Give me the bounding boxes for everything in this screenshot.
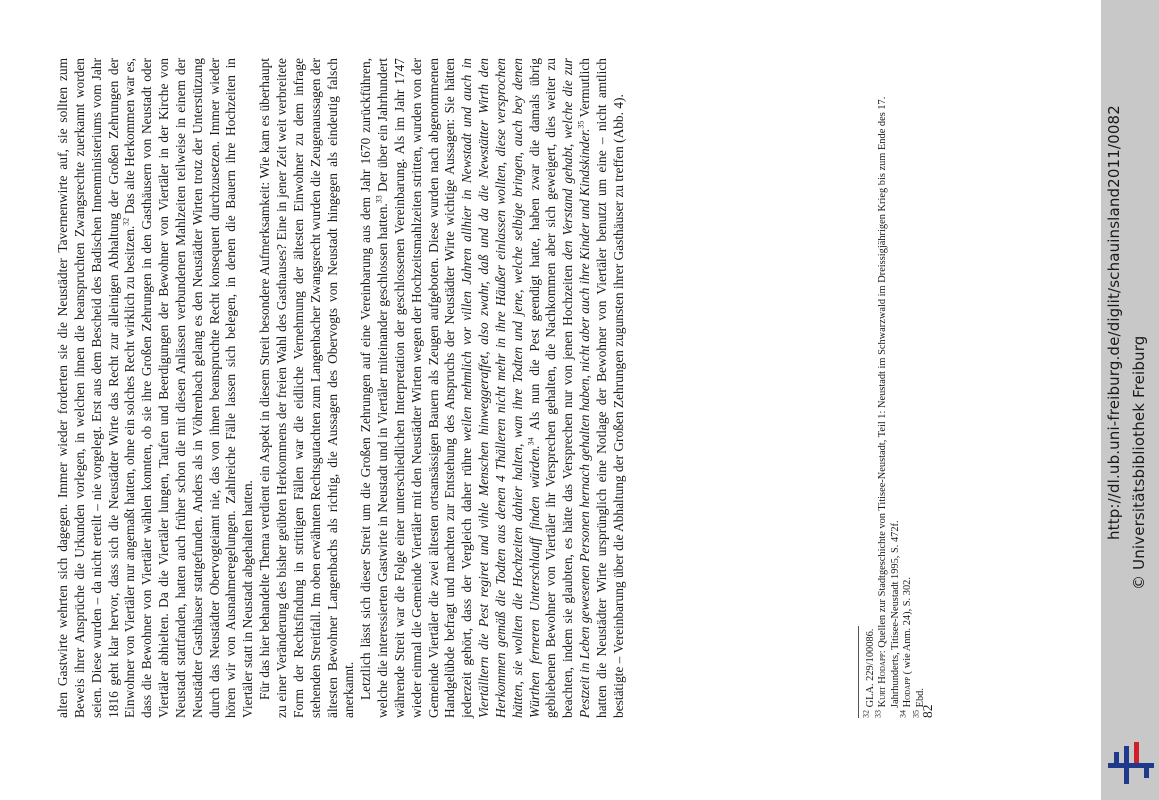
footnote <box>861 58 877 718</box>
footnote-number: 33 <box>873 710 883 718</box>
body-paragraph: Für das hier behandelte Thema verdient ein Aspekt in diesem Streit besondere Aufmerksamkeit: Wie kam es überhaupt zu einer Veränderung des bisher geübten Herkommens der freien Wahl des Gasthauses? Eine in jener Zeit weit verbreitete Form der Rechtsfindung in strittigen Fällen war die eidliche Vernehmung der ältesten Einwohner zu dem infrage stehenden Streitfall. Im oben erwähnten Rechtsgutachten zum Langenbacher Zwangsrecht wurden die Zeugenaussagen der ältesten Bewohner Langenbachs als richtig, die Aussagen des Obervogts von Neustadt hingegen als eindeutig falsch anerkannt. <box>257 58 357 718</box>
footnote-rule <box>858 626 859 718</box>
footnote <box>873 58 902 718</box>
body-paragraph: Letztlich lässt sich dieser Streit um die Großen Zehrungen auf eine Vereinbarung aus dem Jahr 1670 zurückführen, welche die interessierten Gastwirte in Neustadt und in Viertäler miteinander geschlossen hatten.$^{33}$ Der über ein Jahrhundert währende Streit war die Folge einer unterschiedlichen Interpretation der geschlossenen Vereinbarung. Als im Jahr 1747 wieder einmal die Gemeinde Viertäler mit den Neustädter Wirten wegen der Hochzeitsmahlzeiten stritten, wurden von der Gemeinde Viertäler die zwei ältesten ortsansässigen Bauern als Zeugen aufgeboten. Diese wurden nach abgenommenen Handgelübde befragt und machten zur Entstehung des Anspruchs der Neustädter Wirte wichtige Aussagen: Sie hätten jederzeit gehört, dass der Vergleich daher rühre weilen nehmlich vor villen Jahren allhier in Newstadt und auch in Viertälltern die Pest regiret und vihle Menschen hinweggeraffet, also zwahr, daß und da die Newstätter Wirth den Herkommen gemäß die Todten aus denen 4 Thälleren nicht mehr in ihre Häußer einlassen wollten, diese versprochen hätten, sie wollten die Hochzeiten dahier halten, wan ihre Todten und jene, welche selbige bringen, auch bey denen Würthen ferneren Unterschlauff finden würden.$^{34}$ Als nun die Pest geendigt hatte, haben zwar die damals übrig gebliebenen Bewohner von Viertäler ihr Versprechen gehalten, die Nachkommen aber sich geweigert, dies weiter zu beachten, indem sie glaubten, es hätte das Versprechen nur von jenen Hochzeiten den Verstand gehabt, welche die zur Pestzeit in Leben gewesenen Personen hernach gehalten haben, nicht aber auch ihre Kinder und Kindskinder.$^{35}$ Vermutlich hatten die Neustädter Wirte ursprünglich eine Notlage der Bewohner von Viertäler benutzt um eine – nicht amtlich bestätigte – Vereinbarung über die Abhaltung der Großen Zehrungen zugunsten ihrer Gasthäuser zu treffen (Abb. 4). <box>358 58 626 718</box>
footnote-text: Ebd. <box>914 688 926 710</box>
ub-freiburg-logo-icon <box>1108 742 1154 788</box>
footnote-number: 32 <box>861 710 871 718</box>
body-paragraph: alten Gastwirte wehrten sich dagegen. Immer wieder forderten sie die Neustädter Tavernenwirte auf, sie sollten zum Beweis ihrer Ansprüche die Urkunden vorlegen, in welchen ihnen die beanspruchten Zwangsrechte zuerkannt worden seien. Diese wurden – da nicht erteilt – nie vorgelegt. Erst aus dem Bescheid des Badischen Innenministeriums vom Jahr 1816 geht klar hervor, dass sich die Neustädter Wirte das Recht zur alleinigen Abhaltung der Großen Zehrungen der Einwohner von Viertäler nur angemaßt hatten, ohne ein solches Recht wirklich zu besitzen.$^{32}$ Das alte Herkommen war es, dass die Bewohner von Viertäler wählen konnten, ob sie ihre Großen Zehrungen in den Gasthäusern von Neustadt oder Viertäler abhielten. Da die Viertäler lungen, Taufen und Beerdigungen der Bewohner von Viertäler in der Kirche von Neustadt stattfanden, hatten auch früher schon die mit diesen Anlässen verbundenen Mahlzeiten teilweise in einem der Neustädter Gasthäuser stattgefunden. Anders als in Vöhrenbach gelang es den Neustädter Wirten trotz der Unterstützung durch das Neustädter Obervogteiamt nie, das von ihnen beanspruchte Recht konsequent durchzusetzen. Immer wieder hören wir von Ausnahmeregelungen. Zahlreiche Fälle lassen sich belegen, in denen die Bauern ihre Hochzeiten in Viertäler statt in Neustadt abgehalten hatten. <box>55 58 256 718</box>
footnotes <box>858 58 927 718</box>
source-url-link[interactable]: http://dl.ub.uni-freiburg.de/diglit/schauinsland2011/0082 <box>1105 105 1123 540</box>
footnote-text: Hodapp ( wie Anm. 24), S. 302. <box>902 577 914 708</box>
footnote-list <box>861 58 927 718</box>
body-text <box>55 58 628 718</box>
footnote <box>911 58 927 718</box>
copyright-notice: © Universitätsbibliothek Freiburg <box>1130 335 1148 590</box>
page-number: 82 <box>920 704 935 718</box>
rotated-page-content <box>55 58 935 718</box>
footnote-text: Kurt Hodapp: Quellen zur Stadtgeschichte von Titisee-Neustadt, Teil 1: Neustadt im Schwarzwald im Dreissigjährigen Krieg bis zum Ende des 17. Jahrhunderts, Titisee-Neustadt 1995, S. 472f. <box>877 96 901 708</box>
footnote-number: 34 <box>898 710 908 718</box>
footnote-text: GLA. 229/100086. <box>865 628 876 710</box>
sidebar-text <box>1100 5 1158 785</box>
footnote <box>898 58 914 718</box>
footnote-number: 35 <box>911 710 921 718</box>
